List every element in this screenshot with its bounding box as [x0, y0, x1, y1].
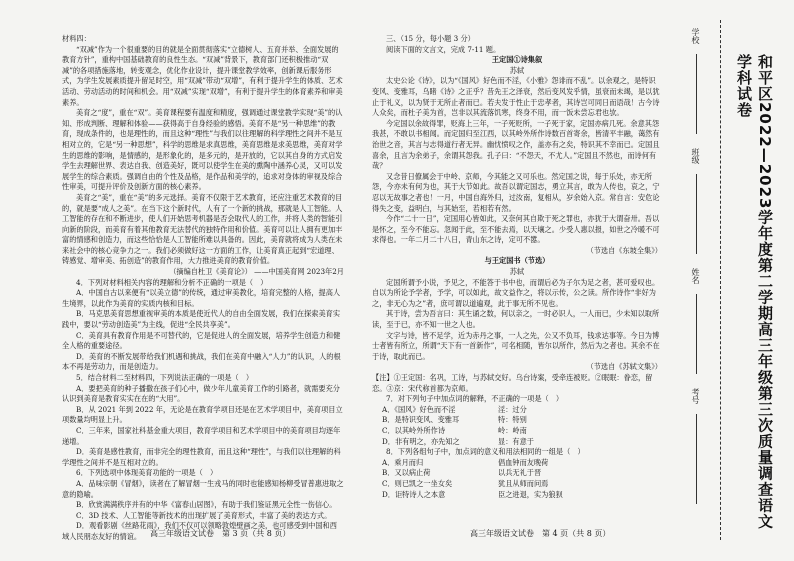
question-7-stem: 7．对下列句子中加点词的解释，不正确的一项是（ ）	[386, 394, 564, 404]
text1-author: 苏轼	[509, 65, 525, 75]
text2-paragraph: 其于诗，尝为吾言曰：其生诵之数，何以亲之，一时必识人，一人而已，少未知以取所读，至于已，亦不知一世之人也。	[372, 309, 660, 330]
option-text: D．讵特诗人之本意	[382, 489, 446, 499]
exam-title: 和平区2022—2023学年度第二学期高三年级第三次质量调查语文学科试卷	[735, 54, 774, 530]
option-pair: 倡血钟而友晚荷	[498, 457, 549, 467]
text2-paragraph: 文字与诗，皆不足学，近为赤丹之事，一人之先，公又不负耳，钱求达事等。今日为博士者皆有所立，所谓“天下有一首新作”，可名相随，皆尔以所作，然后为之者也。其余不在于诗，取此而已。	[372, 330, 660, 361]
option-gloss: 岭：岭南	[498, 425, 527, 435]
question-8-option-c	[382, 479, 662, 490]
text1-paragraph: 太史公论《诗》，以为“《国风》好色而不淫，《小雅》怨诽而不乱”。以余观之，是特识变风、变雅耳，乌睹《诗》之正乎？昔先王之泽衰，然后变风发乎情，虽衰而未竭，是以犹止于礼义，以为贤于无所止者而已。若夫发于性止于忠孝者，其诗岂可同日而语哉！古今诗人众矣，而杜子美为首，岂非以其流落饥寒，终身不用，而一饭未尝忘君也欤。	[372, 76, 660, 118]
question-8-stem: 8．下列各组句子中，加点词的意义和用法相同的一组是（ ）	[386, 447, 585, 457]
material-source-book: （摘编自杜卫《美育论》）	[169, 267, 252, 277]
question-6-stem: 6．下列选项中体现美育功能的一项是（ ）	[76, 468, 218, 478]
option-text: C．则已凯之一坐女矣	[382, 478, 453, 488]
material-paragraph: 美育之“度”，重在“双”。美育课程要有温度和精度，强调通过课堂教学实现“美”的认知、形成判断、理解和体验——获得高于自身经验的感悟。美育不是“另一种思维”的教育，现成条件的，也是理性的，而且这种“理性”与我们以往理解的科学理性之间并不是互相对立的，它是“另一种思想”，科学的思维是求真思维，美育思维是求美思维，美育对学生的思维的影响，是情感的，是形象化的，是多元的，是开放的，它以其自身的方式启发学生去理解世界、表达自我、创造美好，既可以使学生在美的熏陶中涵养心灵，又可以发展学生的综合素质。强调自由的个性及品格，是作品和美学的，追求对身体的审视及综合性审美，可提升评价及创新方面的核心素养。	[62, 108, 343, 192]
material-source-web: ——中国美育网 2023年2月	[254, 267, 344, 277]
question-4-option-b: B．马克思美育思想重视审美的本质是使近代人的自由全面发展，我们在探索美育实践中，要以“劳动创造美”为主线，促进“全民共享美”。	[62, 309, 341, 330]
question-5-option-c: C．三年来，国家社科基金重大项目，教育学项目和艺术学项目中的美育项目均逐年递增。	[62, 425, 341, 446]
material-label: 材料四：	[62, 34, 91, 43]
school-blank[interactable]	[696, 54, 697, 134]
option-gloss: 显：有意于	[498, 436, 534, 446]
question-4-stem: 4．下列对材料相关内容的理解和分析不正确的一项是（ ）	[76, 277, 268, 287]
question-7-option-c	[382, 426, 662, 437]
binding-dashed-line	[720, 20, 721, 540]
question-8-option-d	[382, 490, 662, 501]
material-source	[62, 267, 344, 278]
question-7-option-a	[382, 405, 662, 416]
question-6-option-d: D．观看影剧《丝路花雨》，我们不仅可以领略敦煌壁画之美，也可感受到中国和西域人民朋态友好的情谊。	[62, 521, 337, 541]
option-text: B．是特识变风、变雅耳	[382, 415, 460, 425]
right-footer: 高三年级语文试卷 第 4 页（共 8 页）	[470, 529, 611, 538]
option-pair: 臣之进退，实为狼狈	[498, 489, 563, 499]
question-8-option-a	[382, 458, 662, 469]
option-text: A．《国风》好色而不淫	[382, 404, 456, 414]
left-page	[62, 34, 344, 543]
text1-note: （节选自《东坡全集》）	[586, 245, 662, 255]
question-7-option-d	[382, 437, 662, 448]
section-heading: 三、（15 分，每小题 3 分）	[386, 34, 475, 43]
option-text: C．以其岭外所作诗	[382, 425, 446, 435]
text1-paragraph: 又念昔日僚属会于中岭、京师，今其能之又可乐也。然定国之说，每于乐处，亦无所怨，今亦未有何为也，其于大节如此。故吾以谓定国志，勇立其言，敢为人传也，哀之，宁忍以无故事之者也！一月，中国自海外归，过汝南，复相从，岁余始入京。常自言：安危论得失之变，益明白，与其始至，若相若有然。	[372, 171, 660, 213]
question-5-stem: 5．结合材料二至材料四，下列说法正确的一项是（ ）	[76, 373, 254, 382]
question-5-option-d: D．美育是感性教育，而非完全的理性教育，而且这种“理性”，与我们以往理解的科学理性之间并不是互相对立的。	[62, 447, 341, 467]
id-label: 考号	[691, 388, 700, 404]
text2-title: 与王定国书（节选）	[484, 256, 550, 266]
question-5-option-a: A．要把美育的种子播撒在孩子们心中，做少年儿童美育工作的引路者，就需要充分认识到美育是教育实实在在的“大用”。	[62, 383, 340, 404]
class-label: 班级	[691, 148, 700, 164]
question-4-option-a: A．中国自古以来便有“以美立德”的传统，通过审美教化，培育完整的人格，提高人生境界，以此作为美育的实质内核和目标。	[62, 288, 341, 308]
name-blank[interactable]	[696, 294, 697, 374]
binding-strip	[680, 20, 786, 540]
footnote: 【注】①王定国：名巩，工诗，与苏轼交好。乌台诗案，受牵连被贬。②眠眠：眷恋，留恋。③京：宋代称首都为京师。	[372, 373, 653, 393]
question-6-option-a: A．品味宗朝《冒烟》，读者在了解冒烟一生戎马的同时也能感知杨柳受冒普惠进取之意的隐喻。	[62, 478, 344, 499]
option-gloss: 淫：过分	[498, 404, 527, 414]
text2-note: （节选自《苏轼文集》）	[586, 362, 662, 372]
text1-paragraph: 今作“二十一日”，定国用心皆如此，又奈何其自欺于死之罪也，亦犹于大谓奋卅。吾以是怀之，至今不能忘。忽闻于此，至不能去焉，以天壤之。少受人惠以报，如世之冷暖不可求得也。一年二月二十八日，青山东之诗，定可不嚣。	[372, 214, 660, 245]
question-7-option-b	[382, 415, 662, 426]
question-5-option-b: B．从 2021 年到 2022 年，无论是在教育学项目还是在艺术学项目中，美育项目立项数量均明显上升。	[62, 404, 343, 425]
material-paragraph: 美育之“美”，重在“美”的多元选择。美育不仅限于艺术教育，还应注重艺术教育的目的，就是要“成人之美”。在当下这个新时代，人有了一个新的挑战，那就是人工智能。人工智能的存在和不断进步，使人们开始思考机器是否会取代人的工作，并将人类的智能引向新的阶段，而美育有着其他教育无法替代的独特作用和价值。美育可以让人拥有更加丰富的情感和创造力，而这些恰恰是人工智能所难以具备的。因此，美育就将成为人类在未来社会中的核心竞争力之一。我们必须做好这一方面的工作，让美育真正起到“宏道理、铸感觉、增审美、拓创造”的教育作用，大力推进美育的教育价值。	[62, 192, 343, 266]
text1-paragraph: 今定国以余故得罪，贬海上三年，一子死贬所，一子死于家，定国亦病几死。余意其怨我甚，不敢以书相闻。而定国归至江西，以其岭外所作诗数百首寄余，皆清平丰融，蔼然有治世之音，其言与志得道行者无异。幽忧愤叹之作，盖亦有之矣，特识其不幸而已。定国且喜余，且言为余弟子，余谓其怨我。孔子曰：“不怨天，不尤人。”定国且不然也，而诗何有哉？	[372, 118, 660, 171]
option-text: A．乘月而归	[382, 457, 424, 467]
id-blank[interactable]	[696, 414, 697, 504]
question-6-option-b: B．欣赏满满秩序并有的中华《富春山居图》，有助于我们鉴证黑元全性一伤信心。	[76, 500, 337, 510]
question-4-option-c: C．美育具有教育作用是不可替代的，它是促进人的全面发展，培养学生创造力和健全人格的重要途径。	[62, 330, 341, 351]
material-paragraph: “双减”作为一个很重要的目的就是全面贯彻落实“立德树人、五育并举、全面发展的教育方针”，重构中国基础教育的良性生态。“双减”背景下，教育部门还积极推动“双减”的各项措施落地，转变观念，优化作业设计，提升课堂教学效率，创新课后服务形式，为学生发展素质提升留足时空，用“双减”带动“双增”，有利于提升学生的体质、艺术活动、劳动活动的时间和机会。用“双减”实现“双增”，有利于提升学生的体育素养和审美素养。	[62, 44, 343, 107]
option-gloss: 特：特别	[498, 415, 527, 425]
option-pair: 以兵无礼于晋	[498, 468, 542, 478]
text2-paragraph: 定国所谓予小说，予见之，不能答于书中也，而谓后必为子尔为足之者，甚可爱叹也。自以为所论予学者，予学，可以如此，故文益作之，将以示传，公之读。所作诗作“非好为之，非无心为之”者，庶可谓以道遍观，此于事无所不见也。	[372, 277, 660, 308]
class-blank[interactable]	[696, 174, 697, 254]
option-pair: 犹且从师而问焉	[498, 478, 549, 488]
reading-instruction: 阅读下面的文言文，完成 7-11 题。	[386, 44, 501, 54]
school-label: 学校	[691, 28, 700, 44]
option-text: D．非有明之，亦先知之	[382, 436, 460, 446]
name-label: 姓名	[691, 268, 700, 284]
text2-author: 苏轼	[509, 267, 525, 277]
question-4-option-d: D．美育的不断发展带给我们机遇和挑战，我们在美育中融入“人力”的认识，人的根本不再是劳动力，而是创造力。	[62, 351, 341, 372]
question-6-option-c: C．3D 技术、人工智能等新技术的出现扩展了美育形式，丰富了美的表达方式。	[76, 510, 332, 520]
question-8-option-b	[382, 468, 662, 479]
text1-title: 王定国①诗集叙	[491, 55, 543, 65]
right-page	[372, 34, 662, 500]
left-footer: 高三年级语文试卷 第 3 页（共 8 页）	[150, 529, 291, 538]
option-text: B．又以病止荷	[382, 468, 431, 478]
